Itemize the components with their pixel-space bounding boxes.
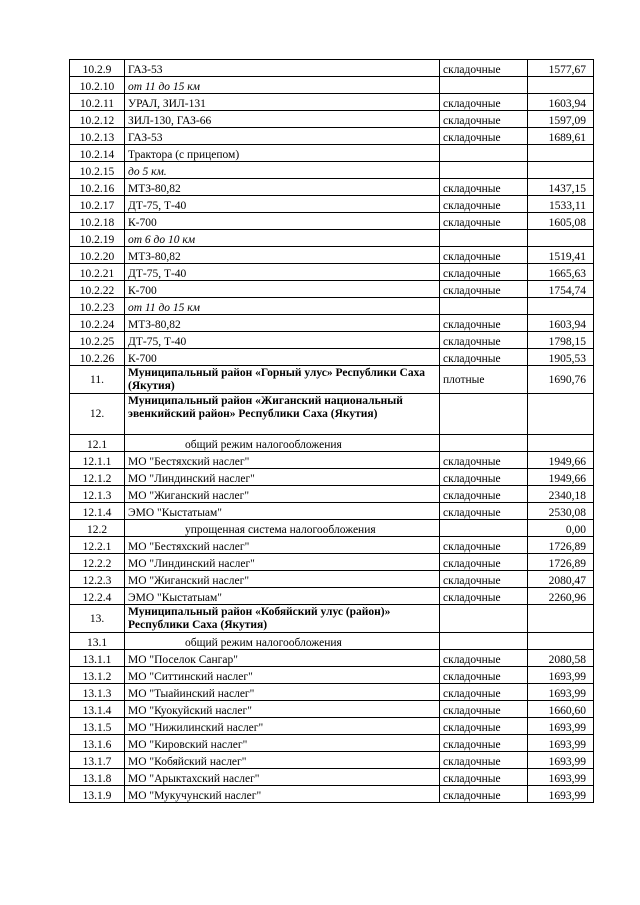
table-row (70, 394, 594, 435)
row-number-cell: 13.1.9 (70, 786, 125, 803)
row-price-cell (528, 633, 594, 650)
row-name-cell: ЗИЛ-130, ГАЗ-66 (125, 111, 440, 128)
table-row (70, 718, 594, 735)
row-number-cell: 12.1.2 (70, 469, 125, 486)
row-name-cell: МО "Нижилинский наслег" (125, 718, 440, 735)
row-name-cell: МО "Кобяйский наслег" (125, 752, 440, 769)
row-price-cell: 0,00 (528, 520, 594, 537)
row-name-cell: ЭМО "Кыстатыам" (125, 503, 440, 520)
row-name-cell: УРАЛ, ЗИЛ-131 (125, 94, 440, 111)
row-number-cell: 10.2.23 (70, 298, 125, 315)
table-row (70, 520, 594, 537)
row-price-cell: 1437,15 (528, 179, 594, 196)
row-name-cell: Муниципальный район «Кобяйский улус (район)» Республики Саха (Якутия) (125, 605, 440, 633)
row-number-cell: 13.1.5 (70, 718, 125, 735)
row-price-cell: 1726,89 (528, 537, 594, 554)
row-price-cell: 1949,66 (528, 452, 594, 469)
row-price-cell: 1665,63 (528, 264, 594, 281)
row-number-cell: 10.2.15 (70, 162, 125, 179)
row-name-cell: ДТ-75, Т-40 (125, 264, 440, 281)
table-row (70, 752, 594, 769)
table-row (70, 196, 594, 213)
table-row (70, 452, 594, 469)
row-price-cell (528, 298, 594, 315)
row-number-cell: 12.2.3 (70, 571, 125, 588)
row-name-cell: ДТ-75, Т-40 (125, 196, 440, 213)
row-name-cell: МТЗ-80,82 (125, 179, 440, 196)
row-price-cell (528, 394, 594, 435)
table-row (70, 111, 594, 128)
row-name-cell: Трактора (с прицепом) (125, 145, 440, 162)
row-kind-cell (440, 145, 528, 162)
row-kind-cell: плотные (440, 366, 528, 394)
row-kind-cell (440, 230, 528, 247)
row-name-cell: К-700 (125, 349, 440, 366)
row-price-cell: 1533,11 (528, 196, 594, 213)
row-number-cell: 10.2.9 (70, 60, 125, 77)
row-name-cell: МО "Линдинский наслег" (125, 469, 440, 486)
row-number-cell: 10.2.19 (70, 230, 125, 247)
table-row (70, 667, 594, 684)
row-price-cell: 2530,08 (528, 503, 594, 520)
row-kind-cell: складочные (440, 537, 528, 554)
row-price-cell (528, 145, 594, 162)
row-price-cell: 1689,61 (528, 128, 594, 145)
row-kind-cell: складочные (440, 735, 528, 752)
table-row (70, 684, 594, 701)
table-row (70, 435, 594, 452)
row-price-cell: 1693,99 (528, 684, 594, 701)
row-kind-cell: складочные (440, 349, 528, 366)
row-number-cell: 13.1.8 (70, 769, 125, 786)
row-kind-cell: складочные (440, 571, 528, 588)
table-row (70, 77, 594, 94)
row-number-cell: 10.2.17 (70, 196, 125, 213)
row-kind-cell (440, 298, 528, 315)
row-kind-cell (440, 435, 528, 452)
table-row (70, 162, 594, 179)
row-price-cell: 1603,94 (528, 315, 594, 332)
table-row (70, 735, 594, 752)
row-number-cell: 10.2.14 (70, 145, 125, 162)
row-kind-cell: складочные (440, 486, 528, 503)
table-row (70, 298, 594, 315)
row-name-cell: МТЗ-80,82 (125, 315, 440, 332)
row-kind-cell: складочные (440, 281, 528, 298)
row-number-cell: 10.2.22 (70, 281, 125, 298)
row-kind-cell: складочные (440, 179, 528, 196)
row-kind-cell: складочные (440, 684, 528, 701)
row-name-cell: К-700 (125, 281, 440, 298)
row-number-cell: 10.2.20 (70, 247, 125, 264)
row-price-cell: 1577,67 (528, 60, 594, 77)
row-name-cell: общий режим налогообложения (125, 633, 440, 650)
row-name-cell: Муниципальный район «Жиганский национальный эвенкийский район» Республики Саха (Якутия) (125, 394, 440, 435)
row-number-cell: 10.2.13 (70, 128, 125, 145)
row-number-cell: 12. (70, 394, 125, 435)
row-number-cell: 10.2.21 (70, 264, 125, 281)
row-number-cell: 13.1.6 (70, 735, 125, 752)
table-row (70, 145, 594, 162)
row-kind-cell (440, 77, 528, 94)
row-kind-cell (440, 520, 528, 537)
row-number-cell: 12.1.1 (70, 452, 125, 469)
row-price-cell: 1597,09 (528, 111, 594, 128)
row-name-cell: МО "Жиганский наслег" (125, 486, 440, 503)
row-kind-cell: складочные (440, 786, 528, 803)
row-kind-cell: складочные (440, 452, 528, 469)
row-kind-cell: складочные (440, 667, 528, 684)
row-number-cell: 13.1.7 (70, 752, 125, 769)
row-name-cell: МО "Мукучунский наслег" (125, 786, 440, 803)
row-kind-cell: складочные (440, 554, 528, 571)
price-table (69, 59, 594, 803)
price-table-page (69, 59, 594, 803)
row-name-cell: от 11 до 15 км (125, 77, 440, 94)
row-number-cell: 10.2.12 (70, 111, 125, 128)
row-price-cell (528, 77, 594, 94)
table-row (70, 264, 594, 281)
row-price-cell: 1754,74 (528, 281, 594, 298)
row-kind-cell: складочные (440, 701, 528, 718)
table-row (70, 469, 594, 486)
row-number-cell: 13.1.4 (70, 701, 125, 718)
row-number-cell: 10.2.10 (70, 77, 125, 94)
row-price-cell: 1693,99 (528, 786, 594, 803)
row-number-cell: 12.2.2 (70, 554, 125, 571)
row-name-cell: ГАЗ-53 (125, 60, 440, 77)
row-price-cell: 1690,76 (528, 366, 594, 394)
row-kind-cell: складочные (440, 332, 528, 349)
row-kind-cell: складочные (440, 769, 528, 786)
row-kind-cell: складочные (440, 196, 528, 213)
row-name-cell: ДТ-75, Т-40 (125, 332, 440, 349)
row-number-cell: 12.2.4 (70, 588, 125, 605)
row-number-cell: 10.2.25 (70, 332, 125, 349)
table-row (70, 94, 594, 111)
row-kind-cell (440, 394, 528, 435)
table-row (70, 650, 594, 667)
row-price-cell (528, 435, 594, 452)
row-number-cell: 10.2.11 (70, 94, 125, 111)
table-row (70, 366, 594, 394)
row-kind-cell (440, 633, 528, 650)
row-name-cell: упрощенная система налогообложения (125, 520, 440, 537)
row-number-cell: 13. (70, 605, 125, 633)
row-name-cell: МО "Бестяхский наслег" (125, 452, 440, 469)
table-row (70, 571, 594, 588)
table-row (70, 503, 594, 520)
row-number-cell: 13.1.2 (70, 667, 125, 684)
row-price-cell: 1693,99 (528, 735, 594, 752)
row-name-cell: ЭМО "Кыстатыам" (125, 588, 440, 605)
row-name-cell: МО "Куокуйский наслег" (125, 701, 440, 718)
row-price-cell: 1519,41 (528, 247, 594, 264)
price-table-body (70, 60, 594, 803)
row-kind-cell (440, 162, 528, 179)
row-kind-cell: складочные (440, 315, 528, 332)
table-row (70, 247, 594, 264)
row-name-cell: от 11 до 15 км (125, 298, 440, 315)
row-number-cell: 11. (70, 366, 125, 394)
row-number-cell: 13.1.3 (70, 684, 125, 701)
row-number-cell: 12.1.3 (70, 486, 125, 503)
row-price-cell: 1905,53 (528, 349, 594, 366)
row-name-cell: МО "Тыайинский наслег" (125, 684, 440, 701)
table-row (70, 486, 594, 503)
row-number-cell: 12.1.4 (70, 503, 125, 520)
row-price-cell: 1693,99 (528, 718, 594, 735)
row-name-cell: МО "Арыктахский наслег" (125, 769, 440, 786)
table-row (70, 537, 594, 554)
table-row (70, 179, 594, 196)
row-price-cell: 1693,99 (528, 667, 594, 684)
row-price-cell (528, 605, 594, 633)
row-price-cell: 2340,18 (528, 486, 594, 503)
table-row (70, 332, 594, 349)
table-row (70, 605, 594, 633)
row-kind-cell (440, 605, 528, 633)
row-name-cell: МО "Бестяхский наслег" (125, 537, 440, 554)
row-name-cell: ГАЗ-53 (125, 128, 440, 145)
row-price-cell: 2080,47 (528, 571, 594, 588)
row-price-cell: 1693,99 (528, 769, 594, 786)
row-price-cell: 1726,89 (528, 554, 594, 571)
row-number-cell: 13.1.1 (70, 650, 125, 667)
row-name-cell: Муниципальный район «Горный улус» Республики Саха (Якутия) (125, 366, 440, 394)
row-kind-cell: складочные (440, 213, 528, 230)
row-kind-cell: складочные (440, 111, 528, 128)
row-number-cell: 10.2.18 (70, 213, 125, 230)
row-name-cell: МТЗ-80,82 (125, 247, 440, 264)
row-kind-cell: складочные (440, 503, 528, 520)
row-number-cell: 12.2.1 (70, 537, 125, 554)
row-name-cell: МО "Жиганский наслег" (125, 571, 440, 588)
row-number-cell: 13.1 (70, 633, 125, 650)
table-row (70, 281, 594, 298)
row-price-cell: 1603,94 (528, 94, 594, 111)
row-number-cell: 12.1 (70, 435, 125, 452)
row-name-cell: МО "Линдинский наслег" (125, 554, 440, 571)
row-name-cell: МО "Ситтинский наслег" (125, 667, 440, 684)
table-row (70, 230, 594, 247)
row-number-cell: 12.2 (70, 520, 125, 537)
table-row (70, 588, 594, 605)
row-price-cell: 2080,58 (528, 650, 594, 667)
row-number-cell: 10.2.16 (70, 179, 125, 196)
row-kind-cell: складочные (440, 650, 528, 667)
row-price-cell: 1798,15 (528, 332, 594, 349)
row-name-cell: до 5 км. (125, 162, 440, 179)
row-name-cell: МО "Кировский наслег" (125, 735, 440, 752)
table-row (70, 633, 594, 650)
table-row (70, 769, 594, 786)
row-kind-cell: складочные (440, 264, 528, 281)
row-kind-cell: складочные (440, 128, 528, 145)
row-price-cell (528, 230, 594, 247)
table-row (70, 554, 594, 571)
row-price-cell: 1693,99 (528, 752, 594, 769)
table-row (70, 786, 594, 803)
row-kind-cell: складочные (440, 752, 528, 769)
table-row (70, 60, 594, 77)
row-price-cell: 1660,60 (528, 701, 594, 718)
row-price-cell: 2260,96 (528, 588, 594, 605)
table-row (70, 213, 594, 230)
row-kind-cell: складочные (440, 94, 528, 111)
row-kind-cell: складочные (440, 588, 528, 605)
row-name-cell: от 6 до 10 км (125, 230, 440, 247)
row-kind-cell: складочные (440, 247, 528, 264)
row-price-cell: 1605,08 (528, 213, 594, 230)
row-number-cell: 10.2.24 (70, 315, 125, 332)
table-row (70, 701, 594, 718)
row-name-cell: К-700 (125, 213, 440, 230)
row-kind-cell: складочные (440, 60, 528, 77)
row-price-cell (528, 162, 594, 179)
row-kind-cell: складочные (440, 469, 528, 486)
row-price-cell: 1949,66 (528, 469, 594, 486)
row-kind-cell: складочные (440, 718, 528, 735)
row-number-cell: 10.2.26 (70, 349, 125, 366)
table-row (70, 315, 594, 332)
row-name-cell: общий режим налогообложения (125, 435, 440, 452)
table-row (70, 349, 594, 366)
table-row (70, 128, 594, 145)
row-name-cell: МО "Поселок Сангар" (125, 650, 440, 667)
